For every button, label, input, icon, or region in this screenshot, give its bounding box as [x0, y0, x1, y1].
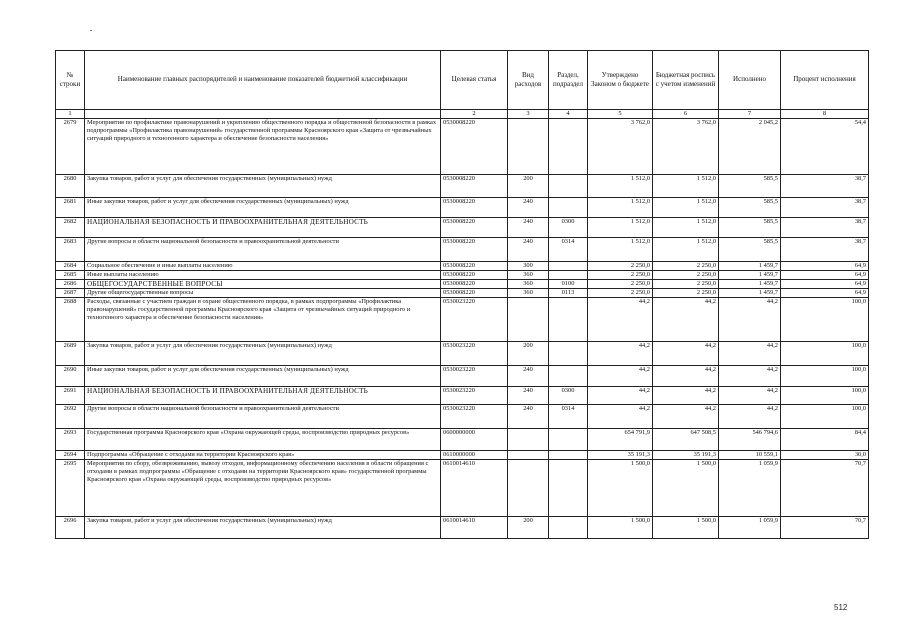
budget-list-amount-cell: 44,2	[653, 342, 719, 366]
column-number: 7	[719, 110, 781, 119]
table-row	[56, 366, 869, 387]
budget-list-amount-cell: 1 500,0	[653, 460, 719, 517]
approved-amount-cell: 1 500,0	[588, 517, 653, 539]
executed-amount-cell: 1 059,9	[719, 460, 781, 517]
approved-amount-cell: 2 250,0	[588, 289, 653, 298]
executed-amount-cell: 2 045,2	[719, 119, 781, 175]
row-number-cell: 2688	[56, 298, 85, 342]
percent-cell: 84,4	[781, 429, 869, 451]
row-number-cell: 2690	[56, 366, 85, 387]
target-article-cell: 0530008220	[441, 262, 508, 271]
column-number: 6	[653, 110, 719, 119]
target-article-cell: 0610000000	[441, 451, 508, 460]
expense-type-cell	[508, 298, 549, 342]
header-name: Наименование главных распорядителей и наименование показателей бюджетной классификации	[85, 51, 441, 110]
target-article-cell: 0530008220	[441, 175, 508, 198]
budget-list-amount-cell: 647 508,5	[653, 429, 719, 451]
expense-type-cell	[508, 119, 549, 175]
target-article-cell: 0530008220	[441, 279, 508, 289]
approved-amount-cell: 3 762,0	[588, 119, 653, 175]
percent-cell: 100,0	[781, 405, 869, 429]
row-number-cell: 2686	[56, 279, 85, 289]
column-number: 3	[508, 110, 549, 119]
header-executed: Исполнено	[719, 51, 781, 110]
percent-cell: 64,9	[781, 270, 869, 279]
budget-list-amount-cell: 44,2	[653, 405, 719, 429]
row-name-cell: Иные выплаты населению	[85, 270, 441, 279]
section-cell	[549, 119, 588, 175]
row-name-cell: Государственная программа Красноярского края «Охрана окружающей среды, воспроизводство природных ресурсов»	[85, 429, 441, 451]
row-name-cell: Мероприятия по сбору, обезвреживанию, вывозу отходов, информационному обеспечению населения в области обращения с отходами в рамках подпрограммы «Обращение с отходами на территории Красноярского края» государственной программы Красноярского края «Охрана окружающей среды, воспроизводство природных ресурсов»	[85, 460, 441, 517]
expense-type-cell: 240	[508, 238, 549, 262]
row-number-cell: 2695	[56, 460, 85, 517]
percent-cell: 100,0	[781, 387, 869, 405]
row-name-cell: Подпрограмма «Обращение с отходами на территории Красноярского края»	[85, 451, 441, 460]
table-row	[56, 429, 869, 451]
scan-speck	[90, 30, 92, 31]
table-row	[56, 451, 869, 460]
expense-type-cell: 200	[508, 517, 549, 539]
target-article-cell: 0530023220	[441, 366, 508, 387]
target-article-cell: 0610014610	[441, 460, 508, 517]
header-expense-type: Вид расходов	[508, 51, 549, 110]
executed-amount-cell: 585,5	[719, 238, 781, 262]
row-number-cell: 2680	[56, 175, 85, 198]
percent-cell: 100,0	[781, 298, 869, 342]
target-article-cell: 0530008220	[441, 270, 508, 279]
table-row	[56, 517, 869, 539]
target-article-cell: 0610014610	[441, 517, 508, 539]
approved-amount-cell: 2 250,0	[588, 262, 653, 271]
approved-amount-cell: 1 500,0	[588, 460, 653, 517]
section-cell	[549, 198, 588, 218]
percent-cell: 64,9	[781, 289, 869, 298]
budget-list-amount-cell: 3 762,0	[653, 119, 719, 175]
section-cell: 0300	[549, 387, 588, 405]
expense-type-cell: 240	[508, 387, 549, 405]
column-number: 5	[588, 110, 653, 119]
row-name-cell: Социальное обеспечение и иные выплаты населению	[85, 262, 441, 271]
approved-amount-cell: 44,2	[588, 366, 653, 387]
expense-type-cell	[508, 460, 549, 517]
executed-amount-cell: 44,2	[719, 387, 781, 405]
row-name-cell: Другие общегосударственные вопросы	[85, 289, 441, 298]
section-cell: 0300	[549, 218, 588, 238]
section-cell	[549, 451, 588, 460]
row-number-cell: 2683	[56, 238, 85, 262]
column-number: 8	[781, 110, 869, 119]
row-name-cell: Иные закупки товаров, работ и услуг для обеспечения государственных (муниципальных) нужд	[85, 198, 441, 218]
column-number	[85, 110, 441, 119]
target-article-cell: 0530008220	[441, 119, 508, 175]
expense-type-cell	[508, 429, 549, 451]
section-cell: 0314	[549, 238, 588, 262]
section-cell	[549, 460, 588, 517]
budget-list-amount-cell: 2 250,0	[653, 289, 719, 298]
percent-cell: 70,7	[781, 460, 869, 517]
table-row	[56, 279, 869, 289]
table-row	[56, 460, 869, 517]
percent-cell: 54,4	[781, 119, 869, 175]
percent-cell: 100,0	[781, 366, 869, 387]
approved-amount-cell: 44,2	[588, 405, 653, 429]
row-name-cell: Мероприятия по профилактике правонарушений и укреплению общественного порядка и общественной безопасности в рамках подпрограммы «Профилактика правонарушений» государственной программы Красноярского края «Защита от чрезвычайных ситуаций природного и техногенного характера и обеспечение безопасности населения»	[85, 119, 441, 175]
row-name-cell: НАЦИОНАЛЬНАЯ БЕЗОПАСНОСТЬ И ПРАВООХРАНИТЕЛЬНАЯ ДЕЯТЕЛЬНОСТЬ	[85, 387, 441, 405]
table-row	[56, 342, 869, 366]
expense-type-cell: 240	[508, 218, 549, 238]
row-number-cell: 2693	[56, 429, 85, 451]
table-row	[56, 270, 869, 279]
target-article-cell: 0600000000	[441, 429, 508, 451]
approved-amount-cell: 654 791,9	[588, 429, 653, 451]
row-name-cell: Иные закупки товаров, работ и услуг для обеспечения государственных (муниципальных) нужд	[85, 366, 441, 387]
row-name-cell: ОБЩЕГОСУДАРСТВЕННЫЕ ВОПРОСЫ	[85, 279, 441, 289]
approved-amount-cell: 2 250,0	[588, 279, 653, 289]
executed-amount-cell: 1 059,9	[719, 517, 781, 539]
budget-list-amount-cell: 44,2	[653, 366, 719, 387]
row-name-cell: Другие вопросы в области национальной безопасности и правоохранительной деятельности	[85, 405, 441, 429]
section-cell: 0113	[549, 289, 588, 298]
row-name-cell: Закупка товаров, работ и услуг для обеспечения государственных (муниципальных) нужд	[85, 517, 441, 539]
percent-cell: 30,0	[781, 451, 869, 460]
expense-type-cell: 300	[508, 262, 549, 271]
section-cell	[549, 429, 588, 451]
row-number-cell: 2687	[56, 289, 85, 298]
percent-cell: 38,7	[781, 198, 869, 218]
section-cell	[549, 298, 588, 342]
budget-list-amount-cell: 1 500,0	[653, 517, 719, 539]
executed-amount-cell: 1 459,7	[719, 262, 781, 271]
row-number-cell: 2691	[56, 387, 85, 405]
expense-type-cell: 200	[508, 175, 549, 198]
target-article-cell: 0530008220	[441, 238, 508, 262]
approved-amount-cell: 35 191,3	[588, 451, 653, 460]
expense-type-cell: 360	[508, 279, 549, 289]
page-number: 512	[834, 603, 848, 612]
approved-amount-cell: 1 512,0	[588, 218, 653, 238]
row-number-cell: 2684	[56, 262, 85, 271]
section-cell	[549, 517, 588, 539]
row-name-cell: НАЦИОНАЛЬНАЯ БЕЗОПАСНОСТЬ И ПРАВООХРАНИТЕЛЬНАЯ ДЕЯТЕЛЬНОСТЬ	[85, 218, 441, 238]
executed-amount-cell: 44,2	[719, 342, 781, 366]
expense-type-cell: 360	[508, 289, 549, 298]
table-row	[56, 238, 869, 262]
budget-list-amount-cell: 2 250,0	[653, 279, 719, 289]
table-row	[56, 289, 869, 298]
expense-type-cell	[508, 451, 549, 460]
header-percent: Процент исполнения	[781, 51, 869, 110]
section-cell	[549, 175, 588, 198]
percent-cell: 64,9	[781, 262, 869, 271]
percent-cell: 70,7	[781, 517, 869, 539]
executed-amount-cell: 546 794,6	[719, 429, 781, 451]
table-row	[56, 119, 869, 175]
target-article-cell: 0530023220	[441, 342, 508, 366]
row-number-cell: 2692	[56, 405, 85, 429]
target-article-cell: 0530008220	[441, 289, 508, 298]
section-cell	[549, 342, 588, 366]
executed-amount-cell: 585,5	[719, 218, 781, 238]
expense-type-cell: 360	[508, 270, 549, 279]
percent-cell: 100,0	[781, 342, 869, 366]
budget-execution-table	[55, 50, 869, 539]
row-number-cell: 2689	[56, 342, 85, 366]
target-article-cell: 0530023220	[441, 387, 508, 405]
table-row	[56, 387, 869, 405]
row-name-cell: Закупка товаров, работ и услуг для обеспечения государственных (муниципальных) нужд	[85, 342, 441, 366]
row-number-cell: 2681	[56, 198, 85, 218]
column-number: 1	[56, 110, 85, 119]
header-target-article: Целевая статья	[441, 51, 508, 110]
row-name-cell: Закупка товаров, работ и услуг для обеспечения государственных (муниципальных) нужд	[85, 175, 441, 198]
executed-amount-cell: 44,2	[719, 298, 781, 342]
executed-amount-cell: 44,2	[719, 405, 781, 429]
target-article-cell: 0530008220	[441, 218, 508, 238]
table-row	[56, 262, 869, 271]
approved-amount-cell: 1 512,0	[588, 198, 653, 218]
row-name-cell: Расходы, связанные с участием граждан в охране общественного порядка, в рамках подпрограммы «Профилактика правонарушений» государственной программы Красноярского края «Защита от чрезвычайных ситуаций природного и техногенного характера и обеспечение безопасности населения»	[85, 298, 441, 342]
percent-cell: 38,7	[781, 218, 869, 238]
approved-amount-cell: 44,2	[588, 298, 653, 342]
row-number-cell: 2679	[56, 119, 85, 175]
column-number-row	[56, 110, 869, 119]
budget-list-amount-cell: 35 191,3	[653, 451, 719, 460]
table-header-row	[56, 51, 869, 110]
budget-list-amount-cell: 1 512,0	[653, 198, 719, 218]
approved-amount-cell: 1 512,0	[588, 175, 653, 198]
row-number-cell: 2694	[56, 451, 85, 460]
column-number: 4	[549, 110, 588, 119]
section-cell	[549, 262, 588, 271]
expense-type-cell: 240	[508, 366, 549, 387]
section-cell: 0314	[549, 405, 588, 429]
approved-amount-cell: 44,2	[588, 387, 653, 405]
header-approved: Утверждено Законом о бюджете	[588, 51, 653, 110]
row-number-cell: 2685	[56, 270, 85, 279]
header-budget-list: Бюджетная роспись с учетом изменений	[653, 51, 719, 110]
header-row-number: № строки	[56, 51, 85, 110]
budget-list-amount-cell: 2 250,0	[653, 270, 719, 279]
executed-amount-cell: 44,2	[719, 366, 781, 387]
section-cell: 0100	[549, 279, 588, 289]
section-cell	[549, 270, 588, 279]
column-number: 2	[441, 110, 508, 119]
expense-type-cell: 240	[508, 405, 549, 429]
executed-amount-cell: 585,5	[719, 175, 781, 198]
budget-list-amount-cell: 44,2	[653, 387, 719, 405]
budget-list-amount-cell: 1 512,0	[653, 238, 719, 262]
budget-list-amount-cell: 2 250,0	[653, 262, 719, 271]
table-row	[56, 175, 869, 198]
executed-amount-cell: 1 459,7	[719, 289, 781, 298]
target-article-cell: 0530008220	[441, 198, 508, 218]
percent-cell: 38,7	[781, 238, 869, 262]
expense-type-cell: 240	[508, 198, 549, 218]
expense-type-cell: 200	[508, 342, 549, 366]
table-row	[56, 198, 869, 218]
target-article-cell: 0530023220	[441, 405, 508, 429]
target-article-cell: 0530023220	[441, 298, 508, 342]
table-row	[56, 405, 869, 429]
table-row	[56, 218, 869, 238]
executed-amount-cell: 1 459,7	[719, 270, 781, 279]
approved-amount-cell: 2 250,0	[588, 270, 653, 279]
executed-amount-cell: 1 459,7	[719, 279, 781, 289]
table-row	[56, 298, 869, 342]
percent-cell: 38,7	[781, 175, 869, 198]
executed-amount-cell: 585,5	[719, 198, 781, 218]
budget-list-amount-cell: 44,2	[653, 298, 719, 342]
approved-amount-cell: 44,2	[588, 342, 653, 366]
row-number-cell: 2682	[56, 218, 85, 238]
row-name-cell: Другие вопросы в области национальной безопасности и правоохранительной деятельности	[85, 238, 441, 262]
section-cell	[549, 366, 588, 387]
budget-list-amount-cell: 1 512,0	[653, 218, 719, 238]
header-section: Раздел, подраздел	[549, 51, 588, 110]
approved-amount-cell: 1 512,0	[588, 238, 653, 262]
executed-amount-cell: 10 559,1	[719, 451, 781, 460]
row-number-cell: 2696	[56, 517, 85, 539]
percent-cell: 64,9	[781, 279, 869, 289]
budget-list-amount-cell: 1 512,0	[653, 175, 719, 198]
